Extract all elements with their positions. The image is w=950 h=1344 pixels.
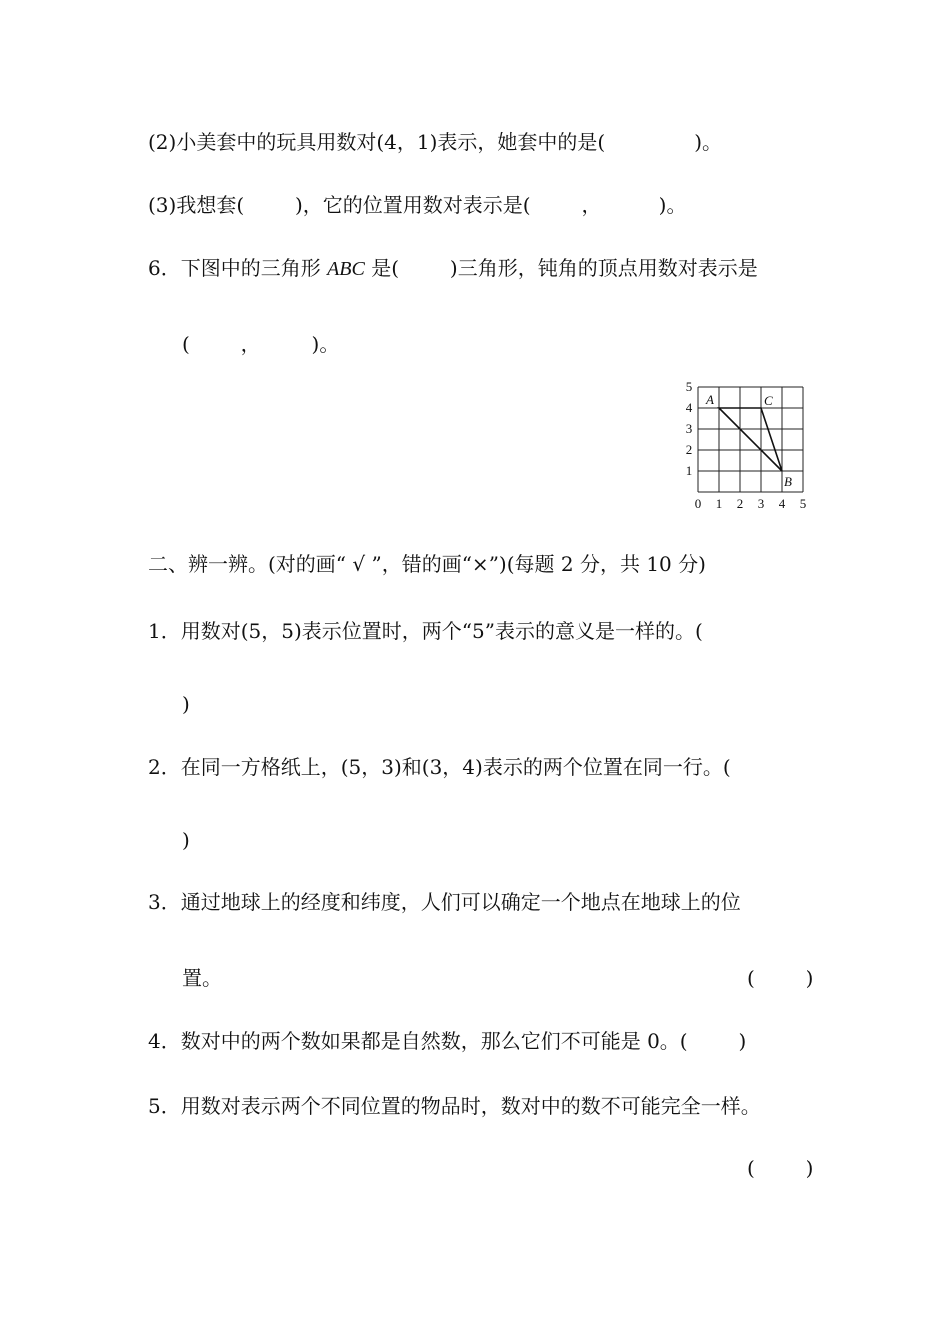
judge-question-1: 1．用数对(5，5)表示位置时，两个“5”表示的意义是一样的。( <box>148 619 703 643</box>
x-tick-label: 2 <box>736 496 744 511</box>
x-tick-label: 4 <box>778 496 786 511</box>
triangle-abc <box>719 408 782 471</box>
point-label-a: A <box>706 392 714 407</box>
y-tick-label: 1 <box>685 463 693 478</box>
judge-question-3-continuation: 置。 <box>182 966 222 990</box>
judge-question-1-close-paren: ) <box>182 692 190 716</box>
section-2-heading: 二、辨一辨。(对的画“ √ ”，错的画“×”)(每题 2 分，共 10 分) <box>148 552 706 576</box>
coordinate-grid-figure <box>678 378 818 516</box>
judge-question-3: 3．通过地球上的经度和纬度，人们可以确定一个地点在地球上的位 <box>148 890 741 914</box>
question-5-part-2: (2)小美套中的玩具用数对(4，1)表示，她套中的是( )。 <box>148 130 722 154</box>
triangle-name: ABC <box>327 258 365 280</box>
judge-question-3-answer-blank: ( ) <box>747 966 814 990</box>
point-label-b: B <box>784 474 792 489</box>
y-tick-label: 5 <box>685 379 693 394</box>
x-axis-ticks <box>695 496 807 511</box>
y-tick-label: 4 <box>685 400 693 415</box>
judge-question-5-answer-blank: ( ) <box>747 1156 814 1180</box>
y-axis-ticks <box>686 379 693 478</box>
point-label-c: C <box>764 393 773 408</box>
x-tick-label: 1 <box>715 496 723 511</box>
y-tick-label: 2 <box>685 442 693 457</box>
question-6 <box>148 254 758 283</box>
x-tick-label: 5 <box>799 496 807 511</box>
judge-question-2: 2．在同一方格纸上，(5，3)和(3，4)表示的两个位置在同一行。( <box>148 755 731 779</box>
y-tick-label: 3 <box>685 421 693 436</box>
question-5-part-3: (3)我想套( )，它的位置用数对表示是( ， )。 <box>148 193 687 217</box>
judge-question-4: 4．数对中的两个数如果都是自然数，那么它们不可能是 0。( ) <box>148 1029 747 1053</box>
question-6-prefix: 6．下图中的三角形 <box>148 256 328 280</box>
question-6-answer-blank: ( ， )。 <box>182 332 340 356</box>
judge-question-5: 5．用数对表示两个不同位置的物品时，数对中的数不可能完全一样。 <box>148 1094 761 1118</box>
x-tick-label: 0 <box>694 496 702 511</box>
x-tick-label: 3 <box>757 496 765 511</box>
question-6-suffix: 是( )三角形，钝角的顶点用数对表示是 <box>364 256 758 280</box>
judge-question-2-close-paren: ) <box>182 828 190 852</box>
